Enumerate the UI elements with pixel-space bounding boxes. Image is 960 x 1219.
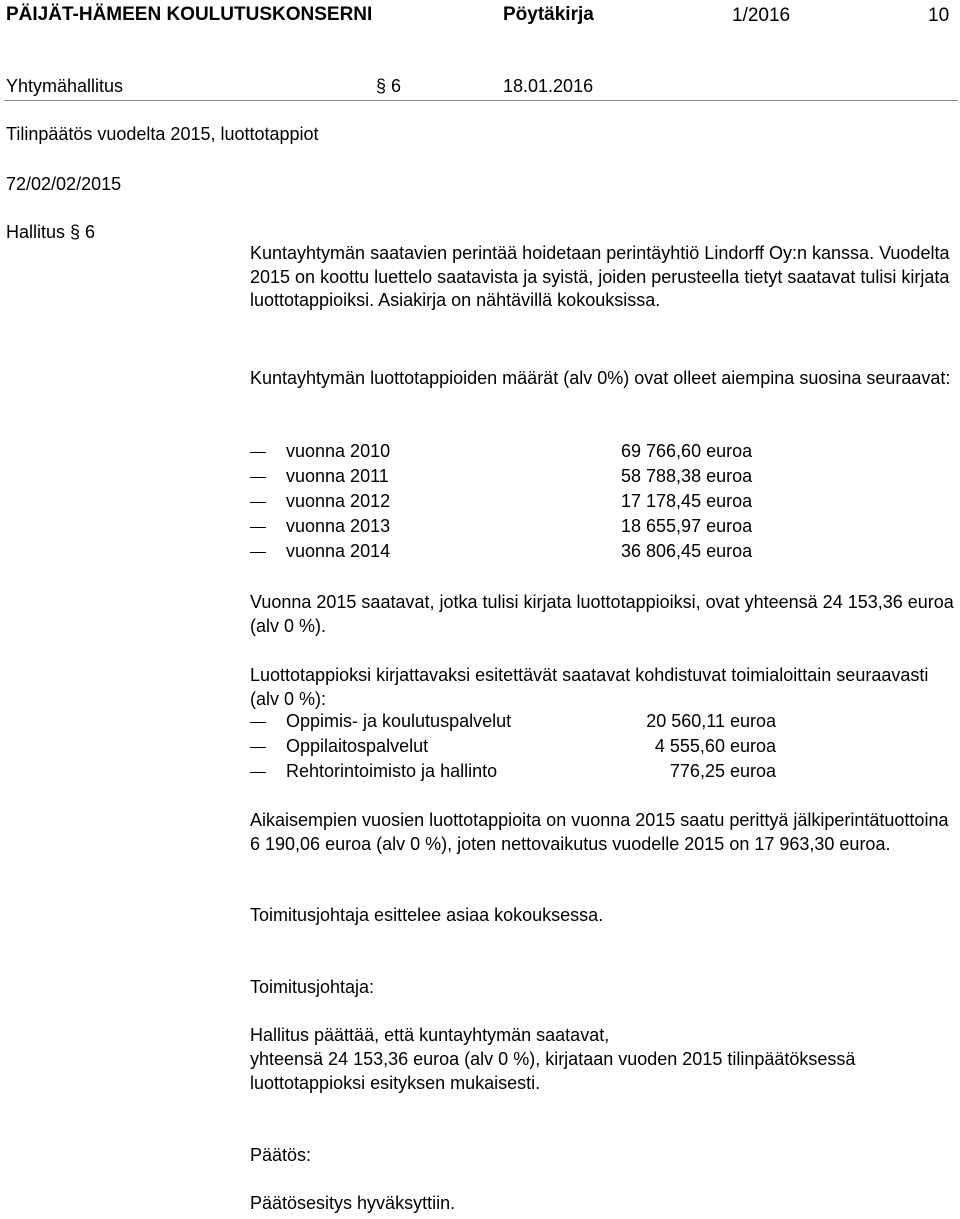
amount-value: 17 178,45 euroa [621,491,753,511]
decision-label: Päätös: [250,1145,312,1165]
list-item [250,466,776,490]
proposal-label: Toimitusjohtaja: [250,977,375,997]
amount-value: 20 560,11 euroa [646,711,776,731]
dash-marker [250,527,266,528]
year-label: vuonna 2012 [286,491,391,511]
amount-value: 36 806,45 euroa [621,541,753,561]
list-item [250,541,776,565]
list-item [250,441,776,465]
presenter-text: Toimitusjohtaja esittelee asiaa kokouksessa. [250,905,604,925]
recovered-paragraph: Aikaisempien vuosien luottotappioita on vuonna 2015 saatu perittyä jälkiperintätuottoina 6 190,06 euroa (alv 0 %), joten nettovaikutus vuodelle 2015 on 17 963,30 euroa. [250,810,949,854]
total-2015-paragraph: Vuonna 2015 saatavat, jotka tulisi kirjata luottotappioiksi, ovat yhteensä 24 153,36 euroa (alv 0 %). [250,592,954,636]
dash-marker [250,502,266,503]
year-label: vuonna 2013 [286,516,391,536]
header-divider [4,100,958,101]
list-item [250,736,776,760]
meeting-date: 18.01.2016 [503,76,594,96]
body-name: Yhtymähallitus [6,76,124,96]
amount-value: 776,25 euroa [669,761,776,781]
amount-value: 4 555,60 euroa [654,736,776,756]
history-intro: Kuntayhtymän luottotappioiden määrät (alv 0%) ovat olleet aiempina suosina seuraavat: [250,368,951,388]
year-label: vuonna 2011 [286,466,389,486]
amount-value: 69 766,60 euroa [621,441,753,461]
page-number: 10 [928,5,950,26]
year-label: vuonna 2010 [286,441,391,461]
section-reference: Hallitus § 6 [6,222,96,242]
list-item [250,711,776,735]
sector-label: Rehtorintoimisto ja hallinto [286,761,498,781]
amount-value: 58 788,38 euroa [621,466,753,486]
proposal-line: yhteensä 24 153,36 euroa (alv 0 %), kirjataan vuoden 2015 tilinpäätöksessä [250,1049,856,1069]
page-title: Tilinpäätös vuodelta 2015, luottotappiot [6,124,319,144]
dash-marker [250,552,266,553]
dash-marker [250,747,266,748]
amount-value: 18 655,97 euroa [621,516,753,536]
reference-number: 72/02/02/2015 [6,174,122,194]
sector-label: Oppilaitospalvelut [286,736,429,756]
list-item [250,491,776,515]
proposal-line: Hallitus päättää, että kuntayhtymän saatavat, [250,1025,610,1045]
dash-marker [250,772,266,773]
organization-name: PÄIJÄT-HÄMEEN KOULUTUSKONSERNI [6,4,373,25]
document-number: 1/2016 [732,5,791,26]
proposal-line: luottotappioksi esityksen mukaisesti. [250,1073,541,1093]
decision-text: Päätösesitys hyväksyttiin. [250,1193,456,1213]
sector-label: Oppimis- ja koulutuspalvelut [286,711,512,731]
section-number: § 6 [376,76,402,96]
list-item [250,516,776,540]
year-label: vuonna 2014 [286,541,391,561]
dash-marker [250,452,266,453]
dash-marker [250,477,266,478]
dash-marker [250,722,266,723]
document-type: Pöytäkirja [503,4,594,25]
sector-intro: Luottotappioksi kirjattavaksi esitettävät saatavat kohdistuvat toimialoittain seuraavasti (alv 0 %): [250,665,929,709]
list-item [250,761,776,785]
intro-paragraph: Kuntayhtymän saatavien perintää hoidetaan perintäyhtiö Lindorff Oy:n kanssa. Vuodelta 2015 on koottu luettelo saatavista ja syistä, joiden perusteella tietyt saatavat tulisi kirjata luottotappioiksi. Asiakirja on nähtävillä kokouksissa. [250,243,950,310]
